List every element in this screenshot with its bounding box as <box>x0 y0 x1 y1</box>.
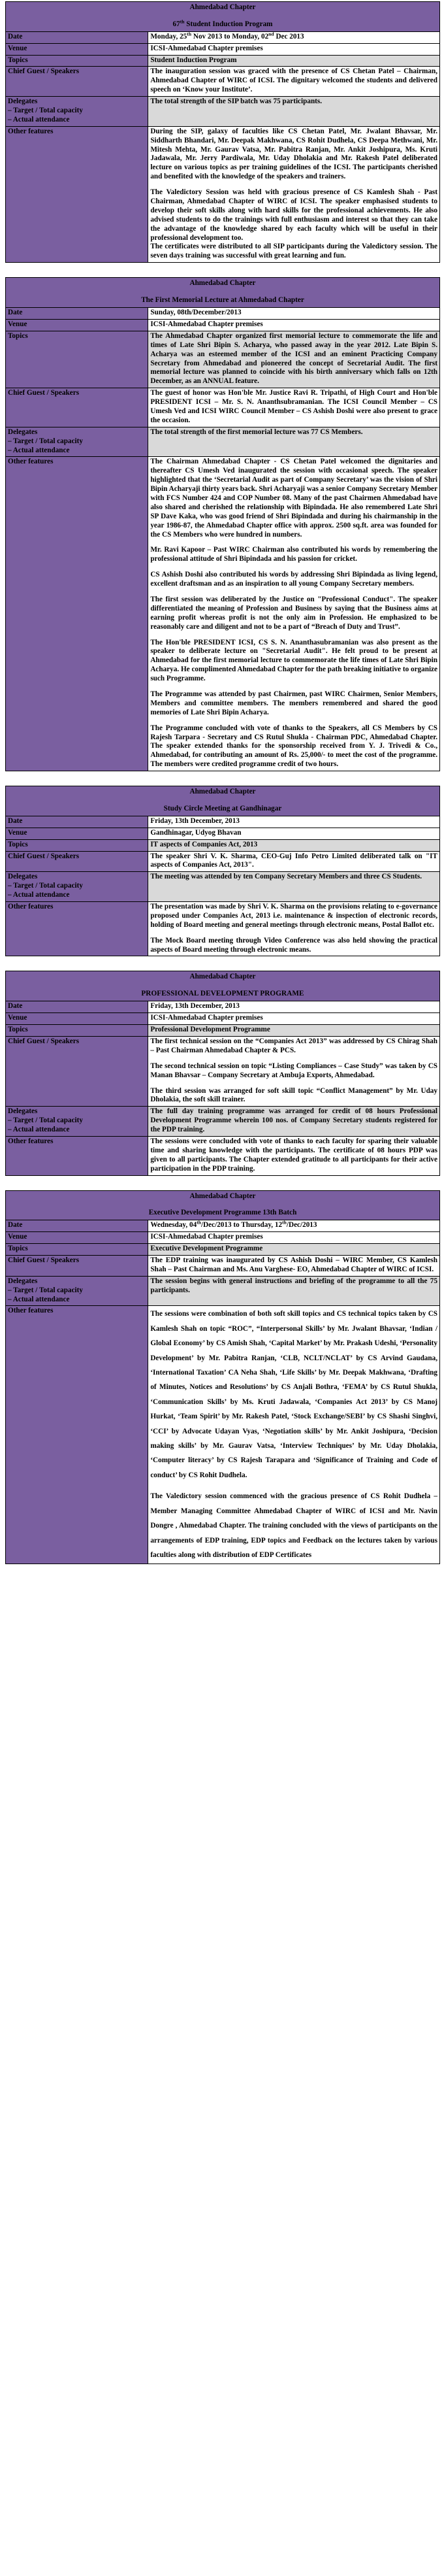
report-row <box>6 1025 440 1037</box>
paragraph: The certificates were distributed to all SIP participants during the Valedictory session. The seven days training was successful with great learning and fun. <box>150 243 437 260</box>
program-title: Study Circle Meeting at Gandhinagar <box>163 805 282 813</box>
value-chief-guest <box>148 388 440 427</box>
label-date: Date <box>6 1001 148 1013</box>
label-chief-guest: Chief Guest / Speakers <box>6 1255 148 1276</box>
chapter-name: Ahmedabad Chapter <box>189 279 256 288</box>
label-venue: Venue <box>6 319 148 331</box>
report-row <box>6 126 440 262</box>
paragraph: The first session was deliberated by the Justice on "Professional Conduct". The speaker differentiated the meaning of Profession and Business by saying that the Business aims at earning profit whereas profit is not the only aim in Profession. He emphasized to be reasonably care and diligent and not to be a part of “Breach of Duty and Trust”. <box>150 595 437 631</box>
header-spacer <box>8 982 437 990</box>
value-date: Friday, 13th December, 2013 <box>148 1001 440 1013</box>
report-row <box>6 43 440 55</box>
label-delegates: Delegates – Target / Total capacity – Actual attendance <box>6 1276 148 1306</box>
report-row <box>6 308 440 320</box>
label-delegates: Delegates – Target / Total capacity – Actual attendance <box>6 1107 148 1137</box>
report-header-row <box>6 1190 440 1220</box>
paragraph: The Programme concluded with vote of thanks to the Speakers, all CS Members by CS Rajesh Tarpara - Secretary and CS Rutul Shukla - Chairman PDC, Ahmedabad Chapter. The speaker extended thanks for the sponsorship received from Y. J. Trivedi & Co., Ahmedabad, for contributing an amount of Rs. 25,000/- to meet the cost of the programme. The members were credited programme credit of two hours. <box>150 724 437 769</box>
value-other-features <box>148 457 440 771</box>
label-venue: Venue <box>6 43 148 55</box>
report-row <box>6 1036 440 1106</box>
value-topics: Executive Development Programme <box>148 1244 440 1256</box>
report-header-cell <box>6 1190 440 1220</box>
report-row <box>6 457 440 771</box>
label-chief-guest: Chief Guest / Speakers <box>6 851 148 872</box>
paragraph: The EDP training was inaugurated by CS Ashish Doshi – WIRC Member, CS Kamlesh Shah – Past Chairman and Ms. Anu Varghese- EO, Ahmedabad Chapter of WIRC of ICSI. <box>150 1256 437 1273</box>
chapter-name: Ahmedabad Chapter <box>189 3 256 11</box>
label-topics: Topics <box>6 1244 148 1256</box>
value-chief-guest <box>148 1255 440 1276</box>
label-venue: Venue <box>6 1232 148 1244</box>
delegates-sub-actual: – Actual attendance <box>8 115 70 124</box>
report-row <box>6 331 440 388</box>
paragraph: The second technical session on topic “Listing Compliances – Case Study” was taken by CS Manan Bhavsar – Company Secretary at Ambuja Exports, Ahmedabad. <box>150 1062 437 1079</box>
program-title: The First Memorial Lecture at Ahmedabad Chapter <box>141 296 304 305</box>
label-other-features: Other features <box>6 126 148 262</box>
value-other-features <box>148 1136 440 1175</box>
report-header-row <box>6 278 440 308</box>
paragraph: The Mock Board meeting through Video Conference was also held showing the practical aspects of Board meeting through electronic means. <box>150 936 437 954</box>
label-chief-guest: Chief Guest / Speakers <box>6 67 148 97</box>
event-report-table <box>5 786 440 956</box>
paragraph: The total strength of the first memorial lecture was 77 CS Members. <box>150 427 363 436</box>
chapter-name: Ahmedabad Chapter <box>189 788 256 796</box>
chapter-name: Ahmedabad Chapter <box>189 1192 256 1200</box>
label-chief-guest: Chief Guest / Speakers <box>6 1036 148 1106</box>
event-report-table <box>5 277 440 771</box>
program-title: Executive Development Programme 13th Batch <box>148 1209 297 1217</box>
report-header-cell <box>6 2 440 32</box>
value-delegates <box>148 427 440 457</box>
header-spacer <box>8 12 437 20</box>
value-chief-guest <box>148 67 440 97</box>
report-header-row <box>6 971 440 1001</box>
label-date: Date <box>6 308 148 320</box>
value-date: Wednesday, 04th/Dec/2013 to Thursday, 12th/Dec/2013 <box>148 1220 440 1232</box>
value-chief-guest <box>148 1036 440 1106</box>
paragraph: The total strength of the SIP batch was 75 participants. <box>150 97 323 106</box>
program-title: PROFESSIONAL DEVELOPMENT PROGRAME <box>141 990 304 998</box>
paragraph: The presentation was made by Shri V. K. Sharma on the provisions relating to e-governance proposed under Companies Act, 2013 i.e. maintenance & inspection of electronic records, holding of Board meeting and general meetings through electronic means, Postal Ballot etc. <box>150 903 437 929</box>
label-delegates: Delegates – Target / Total capacity – Actual attendance <box>6 97 148 127</box>
report-row <box>6 1220 440 1232</box>
label-venue: Venue <box>6 828 148 839</box>
value-other-features <box>148 126 440 262</box>
value-delegates <box>148 1107 440 1137</box>
paragraph: CS Ashish Doshi also contributed his words by addressing Shri Bipindada as living legend, excellent draftsman and as an inspiration to all young Company Secretary members. <box>150 571 437 588</box>
paragraph: The speaker Shri V. K. Sharma, CEO-Guj Info Petro Limited deliberated talk on "IT aspects of Companies Act, 2013". <box>150 852 437 869</box>
report-header-cell <box>6 278 440 308</box>
label-date: Date <box>6 816 148 828</box>
paragraph: The Hon'ble PRESIDENT ICSI, CS S. N. Ananthasubramanian was also present as the speaker to deliberate lecture on "Secretarial Audit". He felt proud to be present at Ahmedabad for the first memorial lecture to commemorate the life times of Late Shri Bipin Acharya. He complimented Ahmedabad Chapter for the path breaking initiative to organize such Programme. <box>150 638 437 683</box>
report-row <box>6 1276 440 1306</box>
paragraph: The Chairman Ahmedabad Chapter - CS Chetan Patel welcomed the dignitaries and thereafter CS Umesh Ved inaugurated the session with occasional speech. The speaker highlighted that the ‘Secretarial Audit as part of Company Secretary’ was the vision of Shri Bipin Acharyaji thirty years back. Shri Acharyaji was a senior Company Secretary Member with FCS Number 424 and COP Number 08. Many of the past Chairmen Ahmedabad have also shared and cherished the relationship with Bipindada. He also remembered Late Shri SP Dave Kaka, who was good friend of Shri Bipindada and during his chairmanship in the year 1986-87, the Ahmedabad Chapter office with approx. 2500 sq.ft. area was founded for the CS Members who were hundred in numbers. <box>150 458 437 539</box>
value-chief-guest <box>148 851 440 872</box>
report-row <box>6 839 440 851</box>
paragraph: The sessions were concluded with vote of thanks to each faculty for sparing their valuable time and sharing knowledge with the participants. The certificate of 08 hours PDP was given to all participants. The Chapter extended gratitude to all participants for their active participation in the PDP training. <box>150 1137 437 1173</box>
value-topics: IT aspects of Companies Act, 2013 <box>148 839 440 851</box>
label-delegates: Delegates – Target / Total capacity – Actual attendance <box>6 872 148 902</box>
event-report-table <box>5 1 440 263</box>
paragraph: The third session was arranged for soft skill topic “Conflict Management” by Mr. Uday Dholakia, the soft skill trainer. <box>150 1086 437 1104</box>
report-row <box>6 1232 440 1244</box>
value-other-features <box>148 902 440 956</box>
program-title: 67th Student Induction Program <box>172 18 273 28</box>
report-header-row <box>6 786 440 816</box>
value-venue: ICSI-Ahmedabad Chapter premises <box>148 319 440 331</box>
header-spacer <box>8 797 437 805</box>
delegates-sub-target: – Target / Total capacity <box>8 1286 83 1294</box>
value-date: Sunday, 08th/December/2013 <box>148 308 440 320</box>
delegates-sub-actual: – Actual attendance <box>8 1126 70 1134</box>
paragraph: The meeting was attended by ten Company Secretary Members and three CS Students. <box>150 873 422 881</box>
label-other-features: Other features <box>6 1136 148 1175</box>
label-other-features: Other features <box>6 902 148 956</box>
label-chief-guest: Chief Guest / Speakers <box>6 388 148 427</box>
label-date: Date <box>6 31 148 43</box>
label-other-features: Other features <box>6 457 148 771</box>
report-row <box>6 1013 440 1025</box>
report-row <box>6 1306 440 1564</box>
report-row <box>6 1107 440 1137</box>
value-venue: ICSI-Ahmedabad Chapter premises <box>148 1013 440 1025</box>
report-row <box>6 97 440 127</box>
report-header-cell <box>6 971 440 1001</box>
label-topics: Topics <box>6 331 148 388</box>
paragraph: The inauguration session was graced with the presence of CS Chetan Patel – Chairman, Ahmedabad Chapter of WIRC of ICSI. The dignitary welcomed the students and delivered speech on ‘Know your Institute’. <box>150 67 437 94</box>
value-delegates <box>148 97 440 127</box>
label-other-features: Other features <box>6 1306 148 1564</box>
report-row <box>6 851 440 872</box>
section-gap <box>3 269 441 277</box>
report-row <box>6 55 440 67</box>
value-topics: Professional Development Programme <box>148 1025 440 1037</box>
value-topics: Student Induction Program <box>148 55 440 67</box>
delegates-sub-actual: – Actual attendance <box>8 891 70 899</box>
paragraph: The Valedictory session commenced with the gracious presence of CS Rohit Dudhela – Member Managing Committee Ahmedabad Chapter of WIRC of ICSI and Mr. Navin Dongre , Ahmedabad Chapter. The training concluded with the views of participants on the arrangements of EDP training, EDP topics and Feedback on the lectures taken by various faculties along with distribution of EDP Certificates <box>150 1492 437 1559</box>
value-date: Monday, 25th Nov 2013 to Monday, 02nd Dec 2013 <box>148 31 440 43</box>
section-gap <box>3 963 441 971</box>
value-venue: Gandhinagar, Udyog Bhavan <box>148 828 440 839</box>
paragraph: The sessions were combination of both soft skill topics and CS technical topics taken by CS Kamlesh Shah on topic “ROC”, “Interpersonal Skills’ by Mr. Jwalant Bhavsar, ‘Indian / Global Economy’ by CS Amish Shah, ‘Capital Market’ by Mr. Prakash Udeshi, ‘Personality Development’ by Mr. Pabitra Ranjan, ‘CLB, NCLT/NCLAT’ by CS Arvind Gaudana, ‘International Taxation’ CA Neha Shah, ‘Life Skills’ by Mr. Deepak Makhwana, ‘Drafting of Minutes, Notices and Resolutions’ by CS Anjali Bothra, ‘FEMA’ by CS Rutul Shukla, ‘Communication Skills’ by Ms. Kruti Jadawala, ‘Companies Act 2013’ by CS Manoj Hurkat, ‘Team Spirit’ by Mr. Rakesh Patel, ‘Stock Exchange/SEBI’ by CS Shashi Singhvi, ‘CCI’ by Advocate Udayan Vyas, ‘Negotiation skills’ by Mr. Ankit Joshipura, ‘Decision making skills’ by Mr. Gaurav Vatsa, ‘Interview Techniques’ by Mr. Uday Dholakia, ‘Computer literacy’ by CS Rajesh Tarapara and ‘Significance of Training and Code of conduct’ by CS Rohit Dudhela. <box>150 1310 437 1479</box>
header-spacer <box>8 288 437 296</box>
report-row <box>6 1001 440 1013</box>
report-row <box>6 427 440 457</box>
report-row <box>6 1255 440 1276</box>
report-row <box>6 67 440 97</box>
value-date: Friday, 13th December, 2013 <box>148 816 440 828</box>
delegates-sub-actual: – Actual attendance <box>8 1295 70 1303</box>
value-venue: ICSI-Ahmedabad Chapter premises <box>148 43 440 55</box>
label-topics: Topics <box>6 55 148 67</box>
paragraph: The first technical session on the “Companies Act 2013” was addressed by CS Chirag Shah – Past Chairman Ahmedabad Chapter & PCS. <box>150 1037 437 1054</box>
label-topics: Topics <box>6 1025 148 1037</box>
report-row <box>6 1136 440 1175</box>
label-venue: Venue <box>6 1013 148 1025</box>
paragraph: The full day training programme was arranged for credit of 08 hours Professional Development Programme wherein 100 nos. of Company Secretary students registered for the PDP training. <box>150 1107 437 1134</box>
paragraph: The Programme was attended by past Chairmen, past WIRC Chairmen, Senior Members, Members and committee members. The members remembered and shared the good memories of Late Shri Bipin Acharya. <box>150 690 437 716</box>
report-list <box>3 1 441 1564</box>
section-gap <box>3 1182 441 1190</box>
value-other-features <box>148 1306 440 1564</box>
paragraph: The guest of honor was Hon'ble Mr. Justice Ravi R. Tripathi, of High Court and Hon'ble PRESIDENT ICSI – Mr. S. N. Ananthsubramanian. The ICSI Council Member – CS Umesh Ved and ICSI WIRC Council Member – CS Ashish Doshi were also present to grace the occasion. <box>150 389 437 424</box>
section-gap <box>3 778 441 786</box>
paragraph: Mr. Ravi Kapoor – Past WIRC Chairman also contributed his words by remembering the professional attitude of Shri Bipindada and his passion for cricket. <box>150 546 437 563</box>
delegates-sub-target: – Target / Total capacity <box>8 437 83 445</box>
chapter-name: Ahmedabad Chapter <box>189 973 256 981</box>
report-row <box>6 872 440 902</box>
report-row <box>6 319 440 331</box>
event-report-table <box>5 1190 440 1565</box>
report-row <box>6 388 440 427</box>
label-topics: Topics <box>6 839 148 851</box>
delegates-sub-target: – Target / Total capacity <box>8 107 83 115</box>
report-row <box>6 31 440 43</box>
delegates-sub-target: – Target / Total capacity <box>8 882 83 890</box>
paragraph: The session begins with general instructions and briefing of the programme to all the 75 participants. <box>150 1277 437 1294</box>
header-spacer <box>8 1201 437 1209</box>
value-topics: The Ahmedabad Chapter organized first memorial lecture to commemorate the life and times of Late Shri Bipin S. Acharya, who passed away in the year 2012. Late Bipin S. Acharya was an esteemed member of the ICSI and an eminent Practicing Company Secretary from Ahmedabad and pioneered the concept of Secretarial Audit. The first memorial lecture was planned to coincide with his birth anniversary which falls on 12th December, as an ANNUAL feature. <box>148 331 440 388</box>
value-venue: ICSI-Ahmedabad Chapter premises <box>148 1232 440 1244</box>
value-delegates <box>148 872 440 902</box>
report-header-cell <box>6 786 440 816</box>
value-delegates <box>148 1276 440 1306</box>
delegates-sub-actual: – Actual attendance <box>8 446 70 454</box>
label-date: Date <box>6 1220 148 1232</box>
delegates-sub-target: – Target / Total capacity <box>8 1116 83 1125</box>
paragraph: During the SIP, galaxy of faculties like CS Chetan Patel, Mr. Jwalant Bhavsar, Mr. Siddharth Bhandari, Mr. Deepak Makhwana, CS Rohit Dudhela, CS Deepa Methwani, Mr. Mitesh Mehta, Mr. Gaurav Vatsa, Mr. Pabitra Ranjan, Mr. Ankit Joshipura, Ms. Kruti Jadawala, Mr. Jerry Pardiwala, Mr. Uday Dholakia and Mr. Rakesh Patel deliberated lecture on various topics as per training guidelines of the ICSI. The participants cherished and benefited with the knowledge of the speakers and trainers. <box>150 127 437 181</box>
report-row <box>6 828 440 839</box>
paragraph: The Valedictory Session was held with gracious presence of CS Kamlesh Shah - Past Chairman, Ahmedabad Chapter of WIRC of ICSI. The speaker emphasised students to develop their soft skills along with hard skills for the professional achievements. He also advised students to do the trainings with full enthusiasm and interest so that they can take the advantage of the knowledge shared by each faculty which will be useful in their professional development too. <box>150 188 437 242</box>
report-header-row <box>6 2 440 32</box>
label-delegates: Delegates – Target / Total capacity – Actual attendance <box>6 427 148 457</box>
report-row <box>6 902 440 956</box>
report-row <box>6 1244 440 1256</box>
event-report-table <box>5 971 440 1175</box>
report-row <box>6 816 440 828</box>
